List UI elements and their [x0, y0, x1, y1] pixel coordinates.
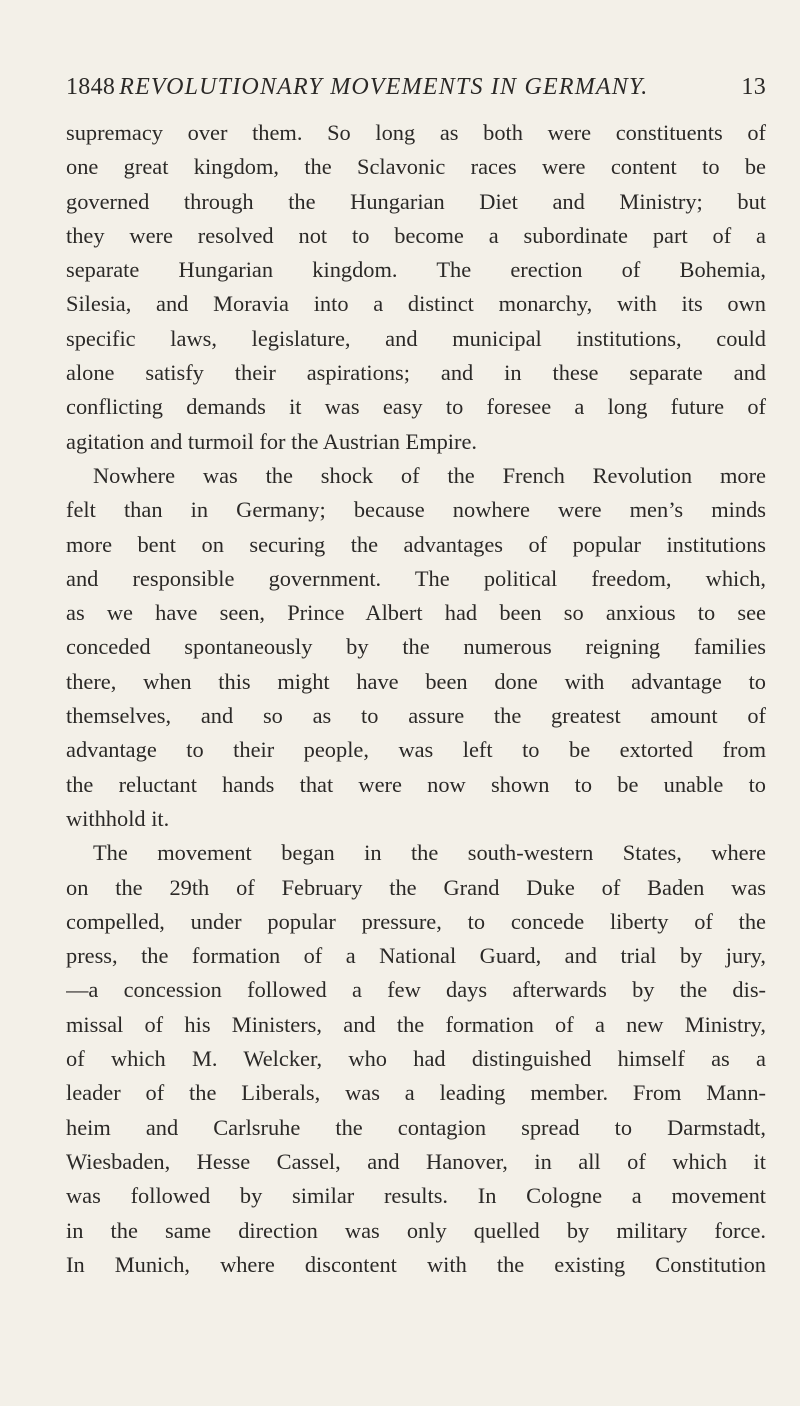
running-head-title: REVOLUTIONARY MOVEMENTS IN GERMANY.: [119, 74, 649, 100]
text-line: one great kingdom, the Sclavonic races were content to be: [66, 154, 766, 180]
text-line: separate Hungarian kingdom. The erection of Bohemia,: [66, 257, 766, 283]
text-line: governed through the Hungarian Diet and Ministry; but: [66, 188, 766, 214]
text-line: the reluctant hands that were now shown to be unable to: [66, 771, 766, 797]
text-line: leader of the Liberals, was a leading member. From Mann-: [66, 1080, 766, 1106]
running-head: [66, 72, 766, 102]
text-line: and responsible government. The political freedom, which,: [66, 565, 766, 591]
running-head-year: 1848: [66, 74, 116, 100]
text-line: The movement began in the south-western States, where: [93, 840, 766, 866]
text-line: as we have seen, Prince Albert had been so anxious to see: [66, 600, 766, 626]
text-line: of which M. Welcker, who had distinguished himself as a: [66, 1046, 766, 1072]
page-number: 13: [741, 74, 766, 100]
text-line: Silesia, and Moravia into a distinct monarchy, with its own: [66, 291, 766, 317]
book-page: [66, 72, 766, 1282]
text-line: themselves, and so as to assure the greatest amount of: [66, 703, 766, 729]
text-line: Nowhere was the shock of the French Revolution more: [93, 462, 766, 488]
text-line: alone satisfy their aspirations; and in these separate and: [66, 360, 766, 386]
text-line: in the same direction was only quelled by military force.: [66, 1217, 766, 1243]
text-line: conceded spontaneously by the numerous reigning families: [66, 634, 766, 660]
text-line: withhold it.: [66, 805, 170, 831]
text-line: specific laws, legislature, and municipal institutions, could: [66, 325, 766, 351]
text-line: In Munich, where discontent with the existing Constitution: [66, 1251, 766, 1277]
text-line: press, the formation of a National Guard, and trial by jury,: [66, 943, 766, 969]
text-line: they were resolved not to become a subordinate part of a: [66, 222, 766, 248]
text-line: more bent on securing the advantages of popular institutions: [66, 531, 766, 557]
text-line: compelled, under popular pressure, to concede liberty of the: [66, 908, 766, 934]
text-line: Wiesbaden, Hesse Cassel, and Hanover, in all of which it: [66, 1148, 766, 1174]
body-text: [66, 116, 766, 1282]
text-line: was followed by similar results. In Cologne a movement: [66, 1183, 766, 1209]
text-line: missal of his Ministers, and the formation of a new Ministry,: [66, 1011, 766, 1037]
text-line: there, when this might have been done with advantage to: [66, 668, 766, 694]
text-line: agitation and turmoil for the Austrian Empire.: [66, 428, 478, 454]
text-line: —a concession followed a few days afterwards by the dis-: [66, 977, 766, 1003]
text-line: felt than in Germany; because nowhere were men’s minds: [66, 497, 766, 523]
text-line: heim and Carlsruhe the contagion spread to Darmstadt,: [66, 1114, 766, 1140]
text-line: advantage to their people, was left to be extorted from: [66, 737, 766, 763]
text-line: conflicting demands it was easy to foresee a long future of: [66, 394, 766, 420]
text-line: on the 29th of February the Grand Duke of Baden was: [66, 874, 766, 900]
text-line: supremacy over them. So long as both were constituents of: [66, 120, 766, 145]
